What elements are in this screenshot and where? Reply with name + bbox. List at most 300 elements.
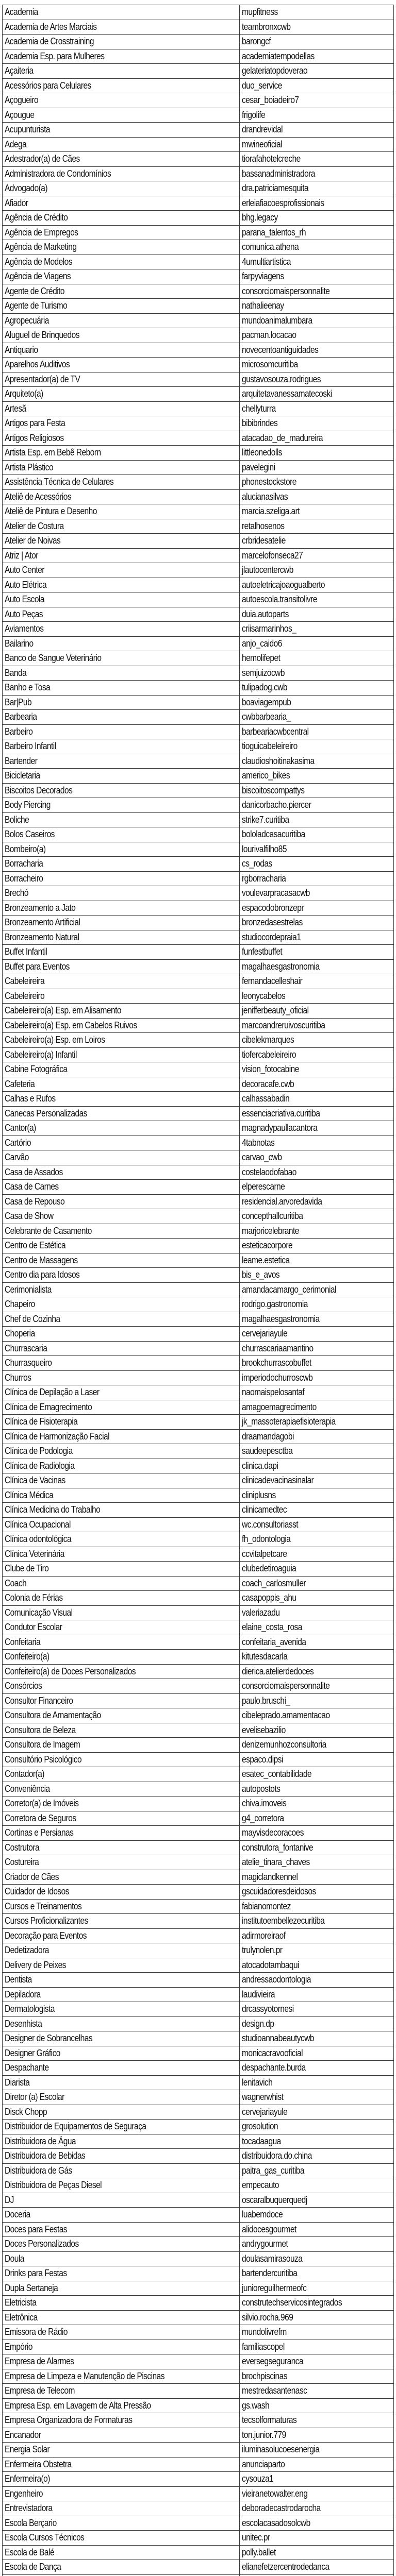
- category-cell[interactable]: [3, 1547, 240, 1562]
- handle-cell[interactable]: [240, 2237, 394, 2252]
- handle-cell[interactable]: [240, 989, 394, 1004]
- handle-cell[interactable]: [240, 710, 394, 725]
- category-cell[interactable]: [3, 1297, 240, 1312]
- handle-cell[interactable]: [240, 739, 394, 754]
- handle-cell[interactable]: [240, 2031, 394, 2046]
- category-cell[interactable]: [3, 1047, 240, 1062]
- category-cell[interactable]: [3, 2428, 240, 2443]
- handle-cell[interactable]: [240, 1723, 394, 1738]
- category-cell[interactable]: [3, 651, 240, 666]
- handle-cell[interactable]: [240, 754, 394, 769]
- category-cell[interactable]: [3, 534, 240, 549]
- category-cell[interactable]: [3, 2296, 240, 2311]
- handle-cell[interactable]: [240, 1473, 394, 1488]
- category-cell[interactable]: [3, 328, 240, 343]
- category-cell[interactable]: [3, 1503, 240, 1518]
- category-cell[interactable]: [3, 255, 240, 269]
- category-cell[interactable]: [3, 1591, 240, 1606]
- category-cell[interactable]: [3, 2472, 240, 2487]
- category-cell[interactable]: [3, 1723, 240, 1738]
- handle-cell[interactable]: [240, 1928, 394, 1943]
- handle-cell[interactable]: [240, 1341, 394, 1356]
- handle-cell[interactable]: [240, 1767, 394, 1782]
- category-cell[interactable]: [3, 1958, 240, 1973]
- handle-cell[interactable]: [240, 1914, 394, 1929]
- handle-cell[interactable]: [240, 1885, 394, 1900]
- category-cell[interactable]: [3, 2310, 240, 2325]
- category-cell[interactable]: [3, 1738, 240, 1753]
- category-cell[interactable]: [3, 636, 240, 651]
- handle-cell[interactable]: [240, 886, 394, 901]
- category-cell[interactable]: [3, 1708, 240, 1723]
- category-cell[interactable]: [3, 578, 240, 592]
- category-cell[interactable]: [3, 592, 240, 607]
- handle-cell[interactable]: [240, 1136, 394, 1150]
- handle-cell[interactable]: [240, 1987, 394, 2002]
- handle-cell[interactable]: [240, 1165, 394, 1180]
- category-cell[interactable]: [3, 1385, 240, 1400]
- handle-cell[interactable]: [240, 1591, 394, 1606]
- handle-cell[interactable]: [240, 1106, 394, 1121]
- category-cell[interactable]: [3, 2193, 240, 2208]
- category-cell[interactable]: [3, 681, 240, 696]
- handle-cell[interactable]: [240, 1562, 394, 1577]
- handle-cell[interactable]: [240, 1488, 394, 1503]
- category-cell[interactable]: [3, 1429, 240, 1444]
- handle-cell[interactable]: [240, 431, 394, 446]
- handle-cell[interactable]: [240, 1605, 394, 1620]
- handle-cell[interactable]: [240, 2354, 394, 2369]
- category-cell[interactable]: [3, 35, 240, 49]
- handle-cell[interactable]: [240, 401, 394, 416]
- handle-cell[interactable]: [240, 328, 394, 343]
- handle-cell[interactable]: [240, 1693, 394, 1708]
- handle-cell[interactable]: [240, 416, 394, 431]
- category-cell[interactable]: [3, 1209, 240, 1224]
- category-cell[interactable]: [3, 137, 240, 152]
- handle-cell[interactable]: [240, 1209, 394, 1224]
- handle-cell[interactable]: [240, 2120, 394, 2134]
- category-cell[interactable]: [3, 901, 240, 916]
- handle-cell[interactable]: [240, 1517, 394, 1532]
- handle-cell[interactable]: [240, 2149, 394, 2164]
- handle-cell[interactable]: [240, 1503, 394, 1518]
- category-cell[interactable]: [3, 1459, 240, 1473]
- handle-cell[interactable]: [240, 1121, 394, 1136]
- category-cell[interactable]: [3, 64, 240, 79]
- category-cell[interactable]: [3, 93, 240, 108]
- handle-cell[interactable]: [240, 181, 394, 196]
- category-cell[interactable]: [3, 2384, 240, 2399]
- handle-cell[interactable]: [240, 2193, 394, 2208]
- category-cell[interactable]: [3, 446, 240, 461]
- category-cell[interactable]: [3, 2531, 240, 2546]
- handle-cell[interactable]: [240, 607, 394, 622]
- handle-cell[interactable]: [240, 489, 394, 504]
- handle-cell[interactable]: [240, 2046, 394, 2061]
- category-cell[interactable]: [3, 1650, 240, 1665]
- category-cell[interactable]: [3, 1914, 240, 1929]
- category-cell[interactable]: [3, 20, 240, 35]
- category-cell[interactable]: [3, 313, 240, 328]
- category-cell[interactable]: [3, 1899, 240, 1914]
- category-cell[interactable]: [3, 1400, 240, 1415]
- category-cell[interactable]: [3, 2222, 240, 2237]
- category-cell[interactable]: [3, 739, 240, 754]
- category-cell[interactable]: [3, 1018, 240, 1033]
- category-cell[interactable]: [3, 1136, 240, 1150]
- handle-cell[interactable]: [240, 871, 394, 886]
- category-cell[interactable]: [3, 1341, 240, 1356]
- handle-cell[interactable]: [240, 681, 394, 696]
- category-cell[interactable]: [3, 2457, 240, 2472]
- handle-cell[interactable]: [240, 2266, 394, 2281]
- handle-cell[interactable]: [240, 269, 394, 284]
- handle-cell[interactable]: [240, 2516, 394, 2531]
- category-cell[interactable]: [3, 1752, 240, 1767]
- handle-cell[interactable]: [240, 1312, 394, 1327]
- handle-cell[interactable]: [240, 666, 394, 681]
- category-cell[interactable]: [3, 1782, 240, 1797]
- handle-cell[interactable]: [240, 1855, 394, 1870]
- category-cell[interactable]: [3, 2075, 240, 2090]
- category-cell[interactable]: [3, 166, 240, 181]
- handle-cell[interactable]: [240, 196, 394, 211]
- category-cell[interactable]: [3, 1415, 240, 1430]
- handle-cell[interactable]: [240, 769, 394, 784]
- handle-cell[interactable]: [240, 1297, 394, 1312]
- category-cell[interactable]: [3, 1282, 240, 1297]
- category-cell[interactable]: [3, 724, 240, 739]
- handle-cell[interactable]: [240, 2163, 394, 2178]
- category-cell[interactable]: [3, 1327, 240, 1342]
- category-cell[interactable]: [3, 2149, 240, 2164]
- handle-cell[interactable]: [240, 651, 394, 666]
- handle-cell[interactable]: [240, 20, 394, 35]
- category-cell[interactable]: [3, 622, 240, 637]
- handle-cell[interactable]: [240, 548, 394, 563]
- handle-cell[interactable]: [240, 2325, 394, 2340]
- handle-cell[interactable]: [240, 1253, 394, 1268]
- category-cell[interactable]: [3, 1664, 240, 1679]
- handle-cell[interactable]: [240, 2545, 394, 2560]
- handle-cell[interactable]: [240, 783, 394, 798]
- category-cell[interactable]: [3, 1268, 240, 1283]
- handle-cell[interactable]: [240, 812, 394, 827]
- handle-cell[interactable]: [240, 108, 394, 123]
- category-cell[interactable]: [3, 2354, 240, 2369]
- handle-cell[interactable]: [240, 1004, 394, 1019]
- handle-cell[interactable]: [240, 1415, 394, 1430]
- handle-cell[interactable]: [240, 2296, 394, 2311]
- handle-cell[interactable]: [240, 504, 394, 519]
- category-cell[interactable]: [3, 798, 240, 813]
- handle-cell[interactable]: [240, 2016, 394, 2031]
- handle-cell[interactable]: [240, 1708, 394, 1723]
- handle-cell[interactable]: [240, 1620, 394, 1635]
- handle-cell[interactable]: [240, 724, 394, 739]
- category-cell[interactable]: [3, 563, 240, 578]
- handle-cell[interactable]: [240, 519, 394, 534]
- handle-cell[interactable]: [240, 284, 394, 299]
- handle-cell[interactable]: [240, 1811, 394, 1826]
- category-cell[interactable]: [3, 196, 240, 211]
- category-cell[interactable]: [3, 1180, 240, 1195]
- handle-cell[interactable]: [240, 166, 394, 181]
- category-cell[interactable]: [3, 2046, 240, 2061]
- handle-cell[interactable]: [240, 2002, 394, 2017]
- category-cell[interactable]: [3, 2002, 240, 2017]
- handle-cell[interactable]: [240, 1797, 394, 1811]
- category-cell[interactable]: [3, 2208, 240, 2223]
- category-cell[interactable]: [3, 1062, 240, 1077]
- category-cell[interactable]: [3, 783, 240, 798]
- handle-cell[interactable]: [240, 2531, 394, 2546]
- category-cell[interactable]: [3, 1840, 240, 1855]
- handle-cell[interactable]: [240, 1444, 394, 1459]
- category-cell[interactable]: [3, 607, 240, 622]
- category-cell[interactable]: [3, 416, 240, 431]
- handle-cell[interactable]: [240, 1943, 394, 1958]
- handle-cell[interactable]: [240, 2340, 394, 2354]
- category-cell[interactable]: [3, 401, 240, 416]
- handle-cell[interactable]: [240, 1664, 394, 1679]
- handle-cell[interactable]: [240, 1826, 394, 1841]
- category-cell[interactable]: [3, 1253, 240, 1268]
- handle-cell[interactable]: [240, 1385, 394, 1400]
- category-cell[interactable]: [3, 1576, 240, 1591]
- handle-cell[interactable]: [240, 2501, 394, 2516]
- category-cell[interactable]: [3, 1165, 240, 1180]
- category-cell[interactable]: [3, 372, 240, 387]
- category-cell[interactable]: [3, 1194, 240, 1209]
- handle-cell[interactable]: [240, 945, 394, 960]
- handle-cell[interactable]: [240, 2413, 394, 2428]
- category-cell[interactable]: [3, 2120, 240, 2134]
- category-cell[interactable]: [3, 152, 240, 167]
- category-cell[interactable]: [3, 1224, 240, 1239]
- category-cell[interactable]: [3, 1870, 240, 1885]
- handle-cell[interactable]: [240, 1547, 394, 1562]
- category-cell[interactable]: [3, 1150, 240, 1165]
- category-cell[interactable]: [3, 1635, 240, 1650]
- handle-cell[interactable]: [240, 1679, 394, 1694]
- category-cell[interactable]: [3, 1033, 240, 1048]
- category-cell[interactable]: [3, 710, 240, 725]
- handle-cell[interactable]: [240, 592, 394, 607]
- handle-cell[interactable]: [240, 446, 394, 461]
- handle-cell[interactable]: [240, 5, 394, 20]
- category-cell[interactable]: [3, 5, 240, 20]
- category-cell[interactable]: [3, 358, 240, 372]
- handle-cell[interactable]: [240, 1400, 394, 1415]
- handle-cell[interactable]: [240, 1150, 394, 1165]
- category-cell[interactable]: [3, 2325, 240, 2340]
- handle-cell[interactable]: [240, 2061, 394, 2076]
- category-cell[interactable]: [3, 2545, 240, 2560]
- handle-cell[interactable]: [240, 563, 394, 578]
- handle-cell[interactable]: [240, 2222, 394, 2237]
- handle-cell[interactable]: [240, 1062, 394, 1077]
- category-cell[interactable]: [3, 2266, 240, 2281]
- handle-cell[interactable]: [240, 916, 394, 930]
- category-cell[interactable]: [3, 2281, 240, 2296]
- handle-cell[interactable]: [240, 1576, 394, 1591]
- category-cell[interactable]: [3, 1797, 240, 1811]
- handle-cell[interactable]: [240, 93, 394, 108]
- handle-cell[interactable]: [240, 2105, 394, 2120]
- category-cell[interactable]: [3, 2516, 240, 2531]
- category-cell[interactable]: [3, 1679, 240, 1694]
- category-cell[interactable]: [3, 489, 240, 504]
- category-cell[interactable]: [3, 812, 240, 827]
- category-cell[interactable]: [3, 959, 240, 974]
- handle-cell[interactable]: [240, 959, 394, 974]
- category-cell[interactable]: [3, 930, 240, 945]
- category-cell[interactable]: [3, 2340, 240, 2354]
- category-cell[interactable]: [3, 769, 240, 784]
- category-cell[interactable]: [3, 2398, 240, 2413]
- handle-cell[interactable]: [240, 240, 394, 255]
- category-cell[interactable]: [3, 1767, 240, 1782]
- category-cell[interactable]: [3, 2560, 240, 2575]
- handle-cell[interactable]: [240, 622, 394, 637]
- category-cell[interactable]: [3, 431, 240, 446]
- category-cell[interactable]: [3, 666, 240, 681]
- handle-cell[interactable]: [240, 1370, 394, 1385]
- handle-cell[interactable]: [240, 2208, 394, 2223]
- handle-cell[interactable]: [240, 2281, 394, 2296]
- handle-cell[interactable]: [240, 1033, 394, 1048]
- category-cell[interactable]: [3, 2090, 240, 2105]
- handle-cell[interactable]: [240, 1268, 394, 1283]
- category-cell[interactable]: [3, 1370, 240, 1385]
- handle-cell[interactable]: [240, 930, 394, 945]
- handle-cell[interactable]: [240, 225, 394, 240]
- category-cell[interactable]: [3, 1532, 240, 1547]
- category-cell[interactable]: [3, 916, 240, 930]
- handle-cell[interactable]: [240, 2486, 394, 2501]
- handle-cell[interactable]: [240, 1077, 394, 1092]
- handle-cell[interactable]: [240, 1194, 394, 1209]
- handle-cell[interactable]: [240, 358, 394, 372]
- handle-cell[interactable]: [240, 35, 394, 49]
- handle-cell[interactable]: [240, 636, 394, 651]
- handle-cell[interactable]: [240, 2075, 394, 2090]
- handle-cell[interactable]: [240, 1282, 394, 1297]
- handle-cell[interactable]: [240, 1239, 394, 1253]
- category-cell[interactable]: [3, 1605, 240, 1620]
- category-cell[interactable]: [3, 2369, 240, 2384]
- category-cell[interactable]: [3, 2413, 240, 2428]
- category-cell[interactable]: [3, 1620, 240, 1635]
- category-cell[interactable]: [3, 548, 240, 563]
- category-cell[interactable]: [3, 211, 240, 226]
- handle-cell[interactable]: [240, 78, 394, 93]
- handle-cell[interactable]: [240, 2472, 394, 2487]
- handle-cell[interactable]: [240, 372, 394, 387]
- category-cell[interactable]: [3, 989, 240, 1004]
- handle-cell[interactable]: [240, 1752, 394, 1767]
- handle-cell[interactable]: [240, 343, 394, 358]
- handle-cell[interactable]: [240, 1532, 394, 1547]
- category-cell[interactable]: [3, 857, 240, 872]
- handle-cell[interactable]: [240, 1429, 394, 1444]
- category-cell[interactable]: [3, 108, 240, 123]
- category-cell[interactable]: [3, 2501, 240, 2516]
- category-cell[interactable]: [3, 1444, 240, 1459]
- handle-cell[interactable]: [240, 2369, 394, 2384]
- category-cell[interactable]: [3, 974, 240, 989]
- category-cell[interactable]: [3, 754, 240, 769]
- handle-cell[interactable]: [240, 1958, 394, 1973]
- handle-cell[interactable]: [240, 1327, 394, 1342]
- category-cell[interactable]: [3, 2061, 240, 2076]
- category-cell[interactable]: [3, 945, 240, 960]
- handle-cell[interactable]: [240, 2251, 394, 2266]
- category-cell[interactable]: [3, 827, 240, 842]
- category-cell[interactable]: [3, 387, 240, 402]
- handle-cell[interactable]: [240, 798, 394, 813]
- handle-cell[interactable]: [240, 2443, 394, 2458]
- handle-cell[interactable]: [240, 1459, 394, 1473]
- category-cell[interactable]: [3, 1077, 240, 1092]
- handle-cell[interactable]: [240, 1356, 394, 1371]
- handle-cell[interactable]: [240, 2428, 394, 2443]
- handle-cell[interactable]: [240, 2178, 394, 2193]
- handle-cell[interactable]: [240, 313, 394, 328]
- category-cell[interactable]: [3, 475, 240, 490]
- category-cell[interactable]: [3, 460, 240, 475]
- handle-cell[interactable]: [240, 1870, 394, 1885]
- category-cell[interactable]: [3, 181, 240, 196]
- category-cell[interactable]: [3, 1356, 240, 1371]
- category-cell[interactable]: [3, 2178, 240, 2193]
- handle-cell[interactable]: [240, 475, 394, 490]
- category-cell[interactable]: [3, 1488, 240, 1503]
- category-cell[interactable]: [3, 2016, 240, 2031]
- category-cell[interactable]: [3, 49, 240, 64]
- category-cell[interactable]: [3, 78, 240, 93]
- handle-cell[interactable]: [240, 2384, 394, 2399]
- category-cell[interactable]: [3, 1121, 240, 1136]
- handle-cell[interactable]: [240, 2090, 394, 2105]
- category-cell[interactable]: [3, 1811, 240, 1826]
- handle-cell[interactable]: [240, 1650, 394, 1665]
- handle-cell[interactable]: [240, 49, 394, 64]
- handle-cell[interactable]: [240, 64, 394, 79]
- category-cell[interactable]: [3, 1826, 240, 1841]
- handle-cell[interactable]: [240, 1047, 394, 1062]
- category-cell[interactable]: [3, 2105, 240, 2120]
- handle-cell[interactable]: [240, 460, 394, 475]
- handle-cell[interactable]: [240, 974, 394, 989]
- handle-cell[interactable]: [240, 1899, 394, 1914]
- category-cell[interactable]: [3, 1312, 240, 1327]
- category-cell[interactable]: [3, 1855, 240, 1870]
- category-cell[interactable]: [3, 1239, 240, 1253]
- handle-cell[interactable]: [240, 2398, 394, 2413]
- category-cell[interactable]: [3, 2251, 240, 2266]
- category-cell[interactable]: [3, 225, 240, 240]
- category-cell[interactable]: [3, 343, 240, 358]
- handle-cell[interactable]: [240, 1018, 394, 1033]
- handle-cell[interactable]: [240, 387, 394, 402]
- handle-cell[interactable]: [240, 901, 394, 916]
- category-cell[interactable]: [3, 1885, 240, 1900]
- handle-cell[interactable]: [240, 2457, 394, 2472]
- handle-cell[interactable]: [240, 299, 394, 314]
